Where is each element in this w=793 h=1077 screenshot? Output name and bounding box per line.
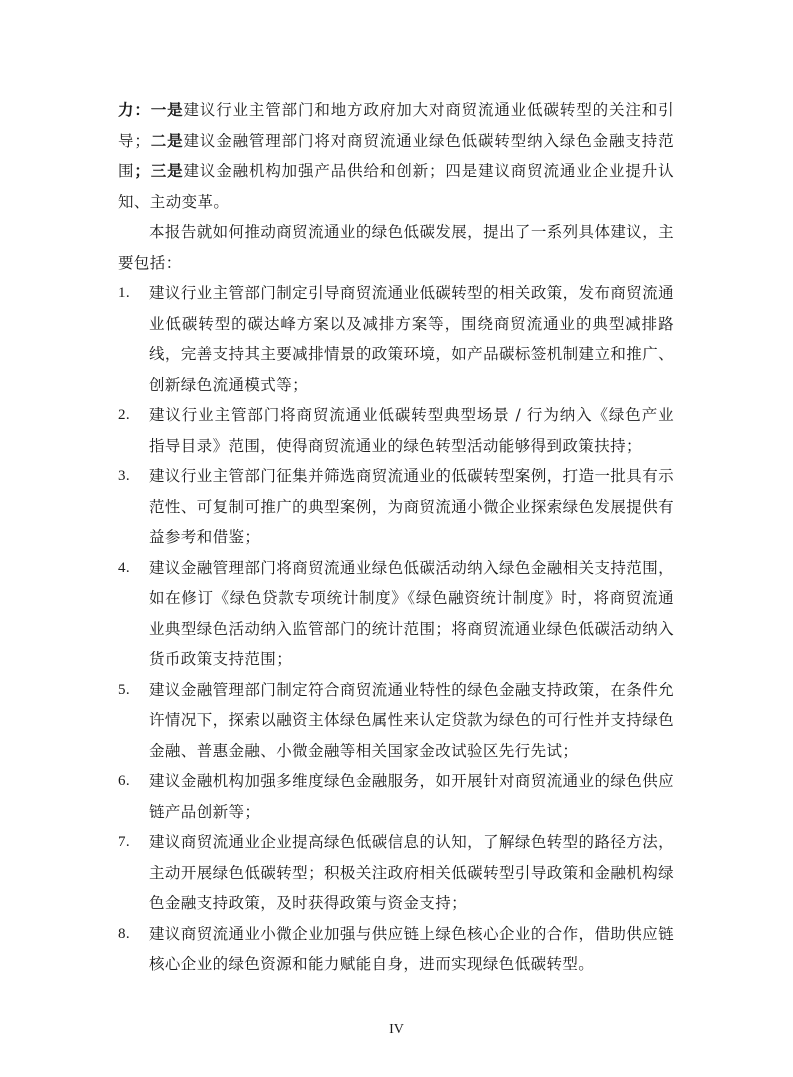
item-number: 5. <box>118 681 131 698</box>
page-number: IV <box>389 1022 404 1037</box>
summary-paragraph: 本报告就如何推动商贸流通业的绿色低碳发展，提出了一系列具体建议，主要包括： <box>118 223 674 272</box>
item-number: 3. <box>118 468 131 484</box>
item-text: 建议行业主管部门将商贸流通业低碳转型典型场景 / 行为纳入《绿色产业指导目录》范围，使得商贸流通业的绿色转型活动能够得到政策扶持； <box>149 406 674 455</box>
page-content <box>118 95 674 980</box>
point2-label: 二是 <box>150 130 184 150</box>
recommendation-item <box>118 919 674 980</box>
recommendation-item <box>118 827 674 919</box>
item-number: 7. <box>118 834 131 850</box>
item-number: 2. <box>118 407 131 423</box>
recommendation-item <box>118 400 674 461</box>
intro-lead-label: 力： <box>118 100 151 119</box>
item-text: 建议金融管理部门将商贸流通业绿色低碳活动纳入绿色金融相关支持范围，如在修订《绿色贷款专项统计制度》《绿色融资统计制度》时，将商贸流通业典型绿色活动纳入监管部门的统计范围；将商贸流通业绿色低碳活动纳入货币政策支持范围； <box>149 558 674 668</box>
item-number: 1. <box>118 285 131 301</box>
recommendations-list <box>118 278 674 980</box>
point1-text: 建议行业主管部门和地方政府加大对商贸流通业低碳转型的关注和引导； <box>118 101 674 150</box>
item-text: 建议行业主管部门征集并筛选商贸流通业的低碳转型案例，打造一批具有示范性、可复制可推广的典型案例，为商贸流通小微企业探索绿色发展提供有益参考和借鉴； <box>149 467 674 546</box>
item-text: 建议行业主管部门制定引导商贸流通业低碳转型的相关政策，发布商贸流通业低碳转型的碳达峰方案以及减排方案等，围绕商贸流通业的典型减排路线，完善支持其主要减排情景的政策环境，如产品碳标签机制建立和推广、创新绿色流通模式等； <box>149 284 674 394</box>
point3-label: ；三是 <box>134 161 184 180</box>
item-text: 建议商贸流通业小微企业加强与供应链上绿色核心企业的合作，借助供应链核心企业的绿色资源和能力赋能自身，进而实现绿色低碳转型。 <box>149 924 674 973</box>
recommendation-item <box>118 553 674 675</box>
item-number: 6. <box>118 773 131 789</box>
recommendation-item <box>118 675 674 767</box>
item-number: 4. <box>118 559 131 576</box>
item-text: 建议金融机构加强多维度绿色金融服务，如开展针对商贸流通业的绿色供应链产品创新等； <box>149 772 674 821</box>
item-text: 建议金融管理部门制定符合商贸流通业特性的绿色金融支持政策，在条件允许情况下，探索以融资主体绿色属性来认定贷款为绿色的可行性并支持绿色金融、普惠金融、小微金融等相关国家金改试验区先行先试； <box>149 680 674 760</box>
recommendation-item <box>118 766 674 827</box>
point1-label: 一是 <box>150 100 184 119</box>
item-number: 8. <box>118 925 131 942</box>
recommendation-item <box>118 461 674 553</box>
point2-text: 建议金融管理部门将对商贸流通业绿色低碳转型纳入绿色金融支持范围 <box>118 131 674 180</box>
point3-text: 建议金融机构加强产品供给和创新；四是建议商贸流通业企业提升认知、主动变革。 <box>118 162 674 211</box>
intro-paragraph <box>118 95 674 217</box>
item-text: 建议商贸流通业企业提高绿色低碳信息的认知，了解绿色转型的路径方法，主动开展绿色低碳转型；积极关注政府相关低碳转型引导政策和金融机构绿色金融支持政策，及时获得政策与资金支持； <box>149 833 674 912</box>
recommendation-item <box>118 278 674 400</box>
